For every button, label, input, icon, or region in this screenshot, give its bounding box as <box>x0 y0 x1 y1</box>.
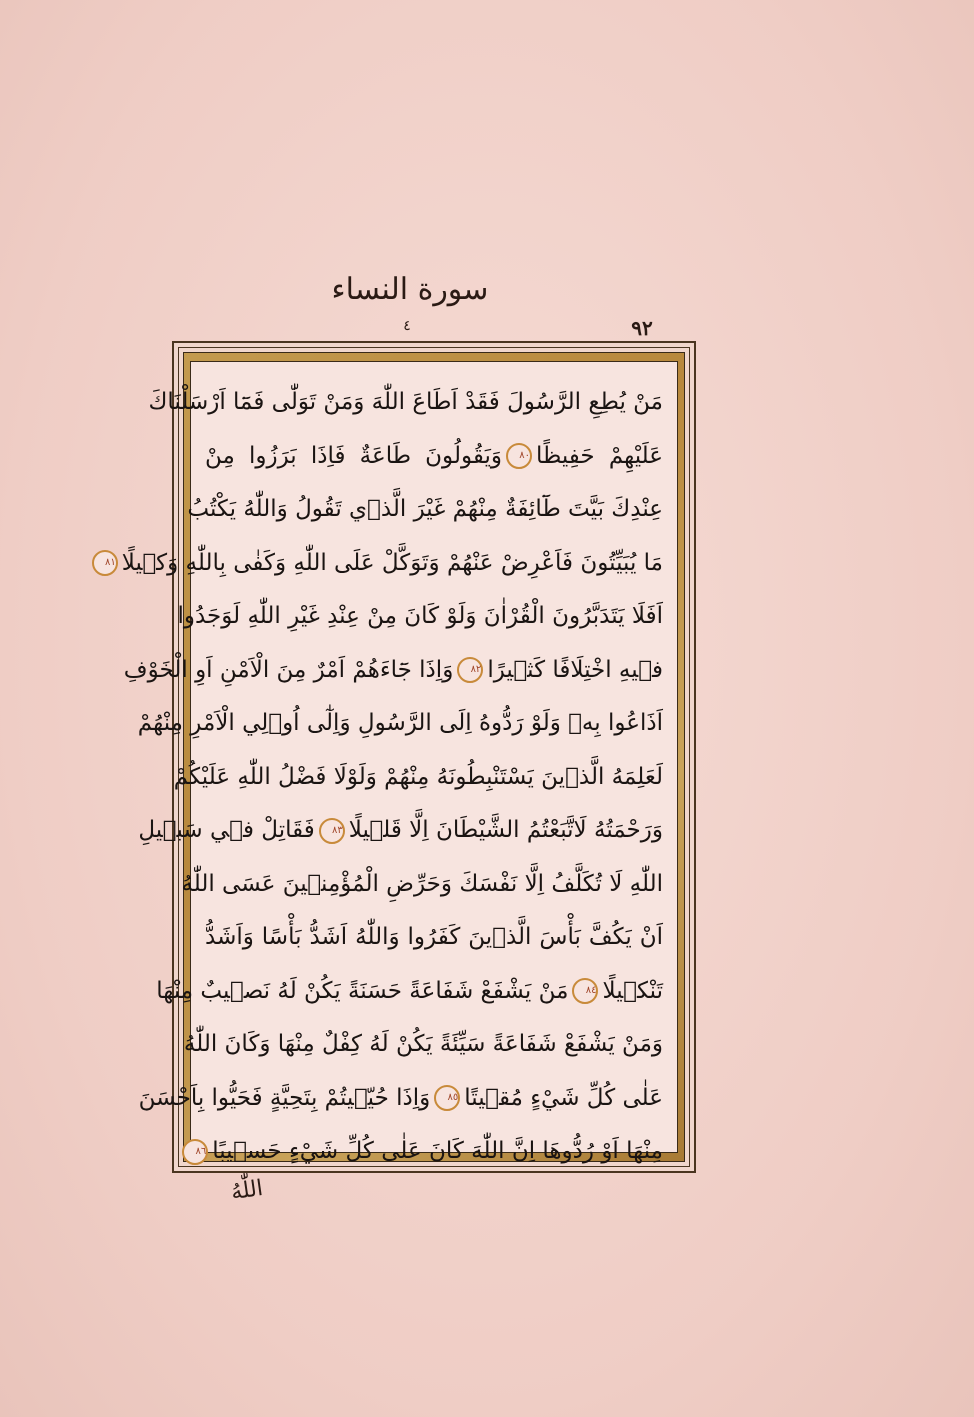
text-line <box>205 911 663 965</box>
line-text-start: عَلٰى كُلِّ شَيْءٍ مُق۪يتًا <box>464 1084 663 1111</box>
line-text: اللّٰهِ لَا تُكَلَّفُ اِلَّا نَفْسَكَ وَحَرِّضِ الْمُؤْمِن۪ينَ عَسَى اللّٰهُ <box>181 870 663 897</box>
text-line <box>104 537 663 591</box>
line-text: فَقَاتِلْ ف۪ي سَب۪يلِ <box>138 817 315 843</box>
text-line <box>181 858 663 912</box>
text-panel <box>104 361 678 1164</box>
ayah-marker: ٨٥ <box>434 1085 460 1111</box>
line-text: وَاِذَا جَٓاءَهُمْ اَمْرٌ مِنَ الْاَمْنِ اَوِ الْخَوْفِ <box>123 656 454 683</box>
text-line <box>148 376 663 430</box>
catchword: اللّٰهُ <box>229 1175 265 1206</box>
text-line <box>205 430 663 484</box>
line-text: مَا يُبَيِّتُونَ فَاَعْرِضْ عَنْهُمْ وَتَوَكَّلْ عَلَى اللّٰهِ وَكَفٰى بِاللّٰهِ وَك۪يلًا <box>121 549 663 576</box>
ayah-marker: ٨٤ <box>572 978 598 1004</box>
line-text: مِنْهَا اَوْ رُدُّوهَا اِنَّ اللّٰهَ كَانَ عَلٰى كُلِّ شَيْءٍ حَس۪يبًا <box>212 1138 663 1164</box>
sura-title: سورة النساء <box>331 272 489 307</box>
line-text: لَعَلِمَهُ الَّذ۪ينَ يَسْتَنْبِطُونَهُ مِنْهُمْ وَلَوْلَا فَضْلُ اللّٰهِ عَلَيْكُمْ <box>173 763 663 790</box>
ayah-marker: ٨٢ <box>457 657 483 683</box>
line-text: مَنْ يُطِعِ الرَّسُولَ فَقَدْ اَطَاعَ اللّٰهَ وَمَنْ تَوَلّٰى فَمَٓا اَرْسَلْنَاكَ <box>148 389 663 415</box>
text-line <box>183 1018 663 1072</box>
text-line <box>177 590 663 644</box>
line-text-start: تَنْك۪يلًا <box>602 977 663 1004</box>
line-text: اَذَاعُوا بِه۪ وَلَوْ رَدُّوهُ اِلَى الرَّسُولِ وَاِلٰٓى اُو۬لِي الْاَمْرِ مِنْهُمْ <box>137 710 663 736</box>
text-line <box>195 1125 663 1179</box>
line-text: اَنْ يَكُفَّ بَأْسَ الَّذ۪ينَ كَفَرُوا وَاللّٰهُ اَشَدُّ بَأْسًا وَاَشَدُّ <box>205 924 663 950</box>
page-number: ٩٢ <box>631 316 653 340</box>
line-text: وَمَنْ يَشْفَعْ شَفَاعَةً سَيِّئَةً يَكُنْ لَهُ كِفْلٌ مِنْهَا وَكَانَ اللّٰهُ <box>183 1031 663 1057</box>
text-line <box>138 1072 663 1126</box>
text-line <box>187 483 663 537</box>
line-text: اَفَلَا يَتَدَبَّرُونَ الْقُرْاٰنَ وَلَوْ كَانَ مِنْ عِنْدِ غَيْرِ اللّٰهِ لَوَجَدُوا <box>177 603 663 629</box>
line-text: عِنْدِكَ بَيَّتَ طَٓائِفَةٌ مِنْهُمْ غَيْرَ الَّذ۪ي تَقُولُ وَاللّٰهُ يَكْتُبُ <box>187 496 663 522</box>
text-line <box>156 965 663 1019</box>
text-line <box>123 644 663 698</box>
text-line <box>137 697 663 751</box>
sura-number: ٤ <box>403 318 411 334</box>
ayah-marker: ٨١ <box>92 550 118 576</box>
line-text: مَنْ يَشْفَعْ شَفَاعَةً حَسَنَةً يَكُنْ لَهُ نَص۪يبٌ مِنْهَا <box>156 977 569 1004</box>
line-text: وَيَقُولُونَ طَاعَةٌ فَاِذَا بَرَزُوا مِنْ <box>205 442 502 469</box>
ayah-marker: ٨٦ <box>182 1139 208 1165</box>
line-text: وَاِذَا حُيّ۪يتُمْ بِتَحِيَّةٍ فَحَيُّوا بِاَحْسَنَ <box>138 1084 431 1111</box>
text-line <box>138 804 663 858</box>
sura-header <box>330 272 490 334</box>
text-line <box>173 751 663 805</box>
line-text-start: عَلَيْهِمْ حَفِيظًا <box>535 442 664 469</box>
ayah-marker: ٨٣ <box>319 818 345 844</box>
line-text-start: وَرَحْمَتُهُ لَاتَّبَعْتُمُ الشَّيْطَانَ اِلَّا قَل۪يلًا <box>348 817 663 843</box>
line-text-start: ف۪يهِ اخْتِلَافًا كَث۪يرًا <box>487 656 663 683</box>
text-frame <box>104 341 696 1173</box>
ayah-marker: ٨٠ <box>506 443 532 469</box>
